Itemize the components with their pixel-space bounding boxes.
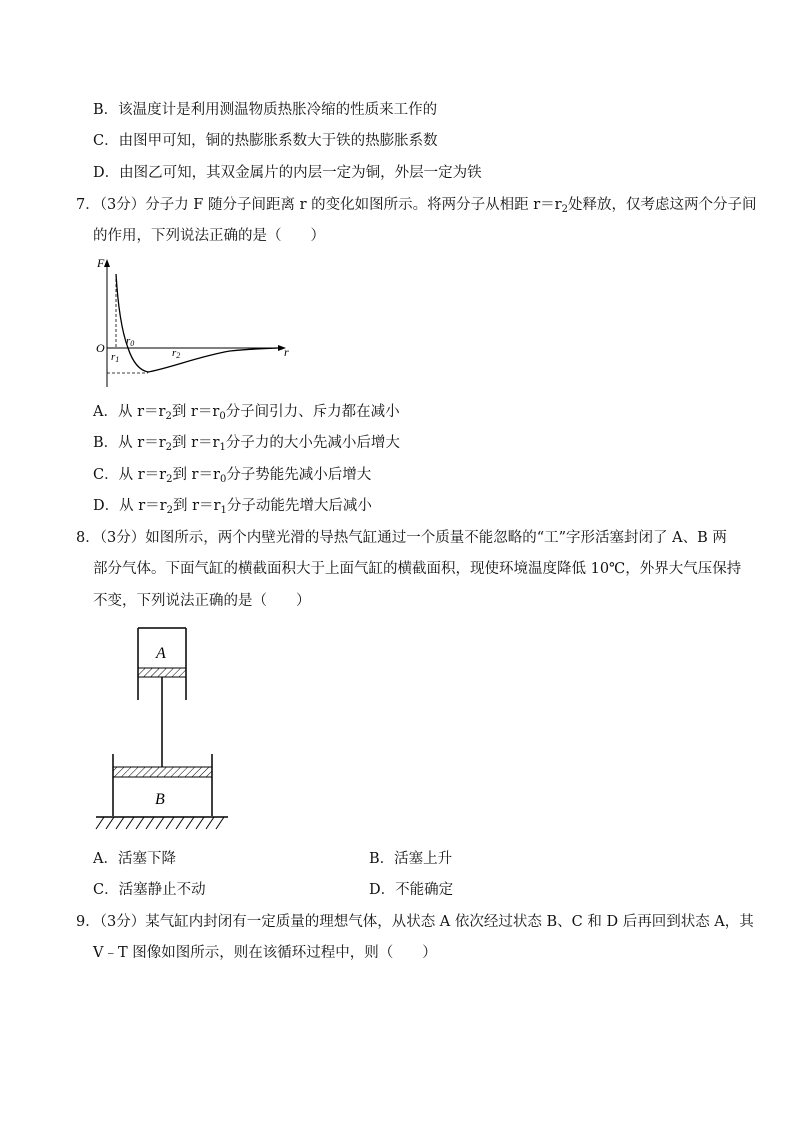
graph-label-r0: r0: [126, 335, 135, 348]
q7-stem-sub: 2: [561, 204, 568, 215]
graph-label-r: r: [284, 345, 289, 359]
q6-option-c: C．由图甲可知，铜的热膨胀系数大于铁的热膨胀系数: [93, 133, 438, 149]
upper-piston: [138, 668, 186, 677]
graph-label-f: F: [97, 256, 105, 270]
graph-y-arrow: [104, 259, 110, 267]
q7-option-d: D．从 $r=r_2$到 $r=r_1$分子动能先增大后减小: [93, 498, 372, 516]
q7-stem-line-1: [76, 195, 756, 215]
graph-label-origin: O: [96, 341, 105, 355]
graph-label-r1: r1: [111, 351, 120, 364]
q6-option-d: D．由图乙可知，其双金属片的内层一定为铜，外层一定为铁: [93, 165, 482, 181]
lower-piston: [113, 767, 212, 777]
gas-b-label: B: [155, 791, 165, 808]
q7-stem-text: 7．（3分）分子力 F 随分子间距离 r 的变化如图所示。将两分子从相距 r＝r: [76, 197, 562, 213]
force-distance-graph: [90, 252, 300, 392]
q8-stem-line-3: 不变，下列说法正确的是（ ）: [93, 593, 311, 609]
q8-option-b: B．活塞上升: [369, 851, 453, 867]
q8-option-c: C．活塞静止不动: [93, 882, 206, 898]
q9-stem-line-1: 9．（3分）某气缸内封闭有一定质量的理想气体，从状态 A 依次经过状态 B、C 和 D 后再回到状态 A，其: [76, 914, 754, 930]
q8-stem-line-2: 部分气体。下面气缸的横截面积大于上面气缸的横截面积，现使环境温度降低 10℃，外界大气压保持: [93, 561, 742, 577]
cylinder-diagram: [90, 624, 235, 836]
q8-option-d: D．不能确定: [369, 882, 454, 898]
q8-stem-line-1: 8．（3分）如图所示，两个内壁光滑的导热气缸通过一个质量不能忽略的“工”字形活塞封闭了 A、B 两: [76, 530, 727, 546]
q8-option-a: A．活塞下降: [93, 851, 176, 867]
q7-option-b: B．从 $r=r_2$到 $r=r_1$分子力的大小先减小后增大: [93, 435, 400, 453]
force-curve: [116, 274, 278, 372]
q7-stem-tail: 处释放，仅考虑这两个分子间: [567, 197, 757, 213]
q9-stem-line-2: V﹣T 图像如图所示，则在该循环过程中，则（ ）: [93, 945, 437, 961]
graph-label-r2: r2: [172, 347, 181, 360]
gas-a-label: A: [156, 645, 166, 662]
q7-option-a: A．从 $r=r_2$到 $r=r_0$分子间引力、斥力都在减小: [93, 404, 400, 422]
q7-stem-line-2: 的作用，下列说法正确的是（ ）: [93, 228, 325, 244]
ground-hatching: [96, 817, 224, 829]
q6-option-b: B．该温度计是利用测温物质热胀冷缩的性质来工作的: [93, 102, 438, 118]
q7-option-c: C．从 $r=r_2$到 $r=r_0$分子势能先减小后增大: [93, 467, 372, 485]
